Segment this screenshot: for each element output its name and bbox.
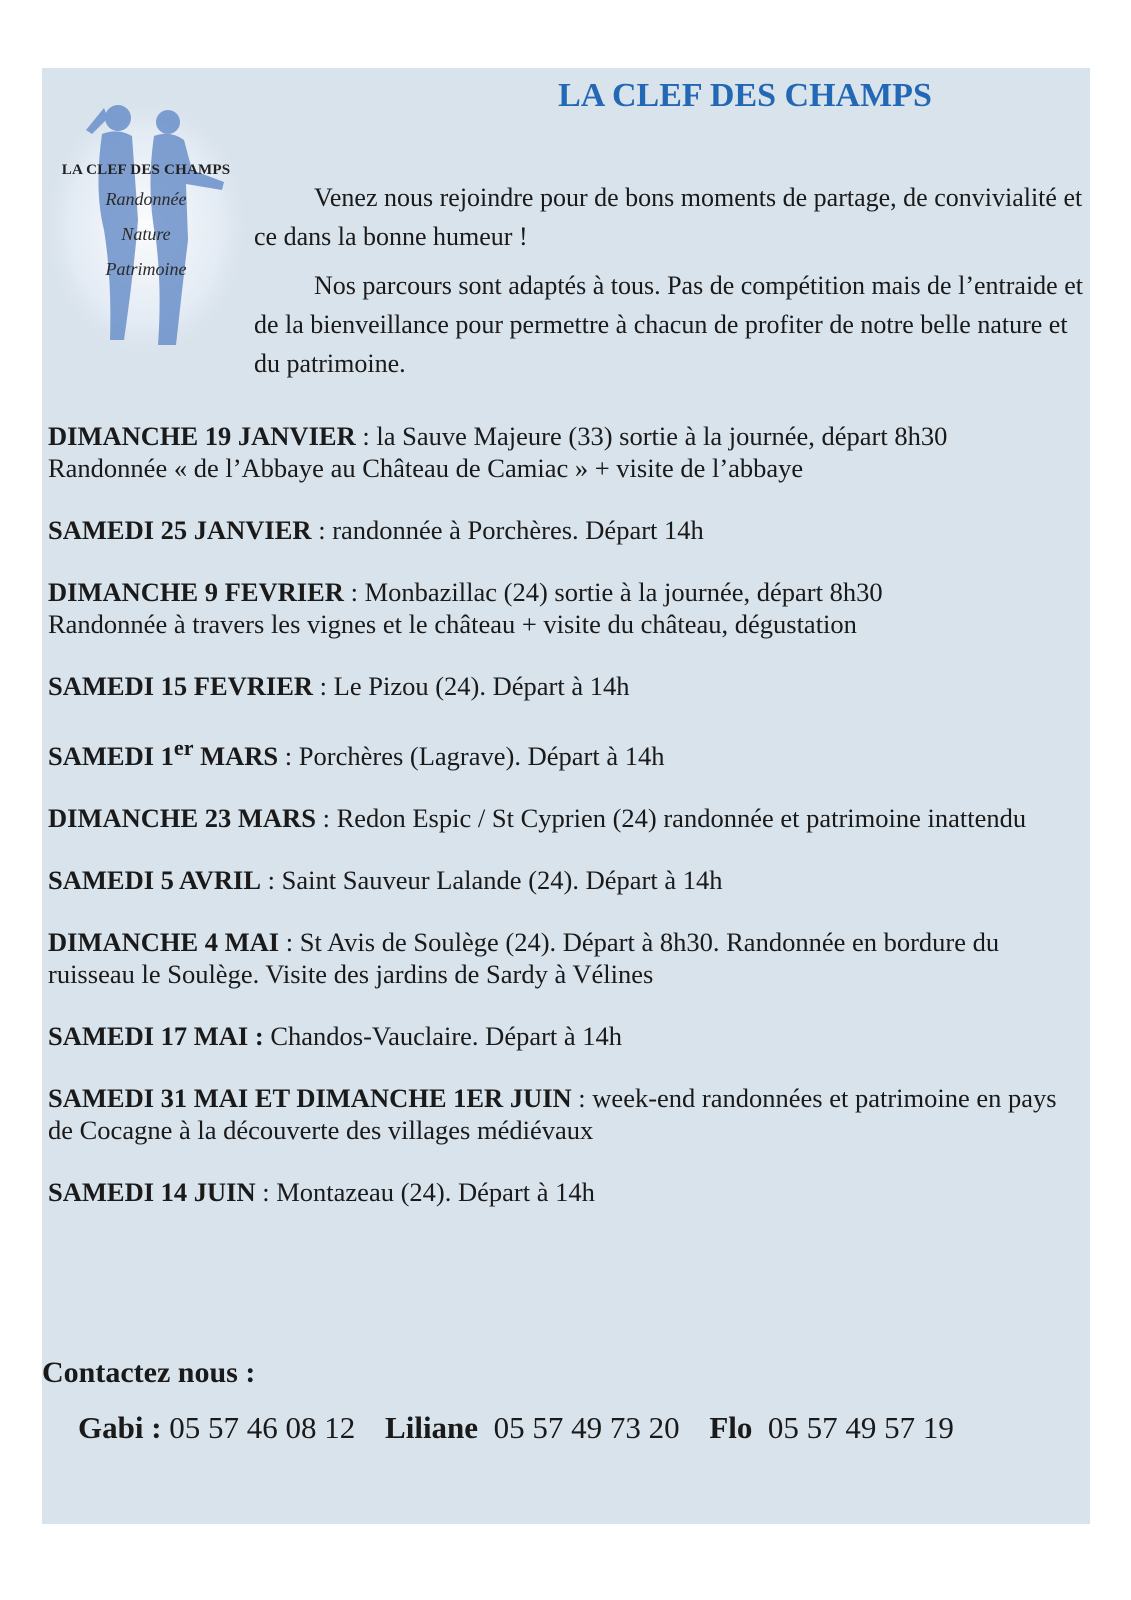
event-item bbox=[48, 576, 1088, 640]
contact-name: Gabi : bbox=[78, 1410, 162, 1445]
event-date: SAMEDI 15 FEVRIER bbox=[48, 671, 314, 701]
contact-phone: 05 57 49 73 20 bbox=[493, 1410, 680, 1445]
intro-paragraph: Nos parcours sont adaptés à tous. Pas de compétition mais de l’entraide et de la bienveillance pour permettre à chacun de profiter de notre belle nature et du patrimoine. bbox=[254, 271, 1083, 378]
event-description: St Avis de Soulège (24). Départ à 8h30. Randonnée en bordure du ruisseau le Soulège. Visite des jardins de Sardy à Vélines bbox=[48, 926, 1000, 989]
event-separator: : bbox=[313, 671, 334, 701]
event-date-ordinal: er bbox=[173, 735, 194, 760]
event-description: Chandos-Vauclaire. Départ à 14h bbox=[270, 1020, 623, 1051]
event-separator: : bbox=[261, 864, 282, 895]
logo-word-nature: Nature bbox=[121, 224, 171, 244]
event-separator: : bbox=[279, 926, 300, 957]
event-description: Monbazillac (24) sortie à la journée, départ 8h30 bbox=[364, 577, 883, 607]
event-date: DIMANCHE 19 JANVIER bbox=[48, 421, 356, 451]
event-item bbox=[48, 670, 1088, 702]
event-date: SAMEDI 31 MAI ET DIMANCHE 1ER JUIN bbox=[48, 1082, 572, 1113]
event-description: week-end randonnées et patrimoine en pays de Cocagne à la découverte des villages médiévaux bbox=[48, 1082, 1057, 1145]
event-description-line2: Randonnée « de l’Abbaye au Château de Camiac » + visite de l’abbaye bbox=[48, 453, 804, 483]
event-description: randonnée à Porchères. Départ 14h bbox=[332, 515, 704, 545]
event-item bbox=[48, 1176, 1088, 1208]
club-logo bbox=[46, 100, 246, 355]
event-description: Redon Espic / St Cyprien (24) randonnée et patrimoine inattendu bbox=[336, 802, 1027, 833]
event-date: SAMEDI 14 JUIN bbox=[48, 1176, 256, 1207]
event-date: SAMEDI 5 AVRIL bbox=[48, 864, 262, 895]
event-date: DIMANCHE 9 FEVRIER bbox=[48, 577, 344, 607]
intro-text bbox=[254, 178, 1084, 393]
contact-phone: 05 57 46 08 12 bbox=[169, 1410, 356, 1445]
event-date: DIMANCHE 23 MARS bbox=[48, 802, 316, 833]
contact-flo bbox=[709, 1410, 954, 1445]
event-date: SAMEDI 25 JANVIER bbox=[48, 515, 312, 545]
event-item bbox=[48, 1020, 1088, 1052]
event-list bbox=[48, 420, 1088, 1238]
event-item bbox=[48, 420, 1088, 484]
event-item bbox=[48, 802, 1088, 834]
event-item bbox=[48, 1082, 1088, 1146]
intro-paragraph: Venez nous rejoindre pour de bons moments de partage, de convivialité et ce dans la bonne humeur ! bbox=[254, 183, 1083, 251]
contact-gabi bbox=[78, 1410, 355, 1445]
event-item bbox=[48, 732, 1088, 772]
event-description: la Sauve Majeure (33) sortie à la journée, départ 8h30 bbox=[376, 421, 948, 451]
event-date: SAMEDI 17 MAI : bbox=[48, 1020, 264, 1051]
contact-list bbox=[78, 1410, 976, 1446]
event-item bbox=[48, 514, 1088, 546]
event-separator: : bbox=[571, 1082, 593, 1113]
contact-liliane bbox=[385, 1410, 680, 1445]
contact-heading: Contactez nous : bbox=[42, 1356, 256, 1389]
event-separator: : bbox=[343, 577, 365, 607]
event-item bbox=[48, 864, 1088, 896]
event-separator: : bbox=[355, 421, 377, 451]
event-separator: : bbox=[278, 740, 299, 771]
logo-word-heritage: Patrimoine bbox=[105, 259, 187, 279]
event-description: Le Pizou (24). Départ à 14h bbox=[333, 671, 630, 701]
event-description: Saint Sauveur Lalande (24). Départ à 14h bbox=[281, 864, 723, 895]
event-separator: : bbox=[315, 802, 337, 833]
contact-name: Flo bbox=[709, 1410, 753, 1445]
event-date-month: MARS bbox=[193, 740, 279, 771]
event-date: DIMANCHE 4 MAI bbox=[48, 926, 280, 957]
event-item bbox=[48, 926, 1088, 990]
contact-phone: 05 57 49 57 19 bbox=[767, 1410, 954, 1445]
logo-name: LA CLEF DES CHAMPS bbox=[61, 162, 231, 178]
event-date bbox=[48, 735, 279, 771]
event-description: Porchères (Lagrave). Départ à 14h bbox=[298, 740, 665, 771]
page-title: LA CLEF DES CHAMPS bbox=[558, 77, 932, 114]
event-separator: : bbox=[311, 515, 333, 545]
event-separator: : bbox=[255, 1176, 277, 1207]
logo-word-hiking: Randonnée bbox=[105, 189, 187, 209]
event-description-line2: Randonnée à travers les vignes et le château + visite du château, dégustation bbox=[48, 609, 857, 639]
event-description: Montazeau (24). Départ à 14h bbox=[276, 1176, 595, 1207]
contact-name: Liliane bbox=[385, 1410, 479, 1445]
event-date-part: SAMEDI 1 bbox=[48, 740, 174, 771]
